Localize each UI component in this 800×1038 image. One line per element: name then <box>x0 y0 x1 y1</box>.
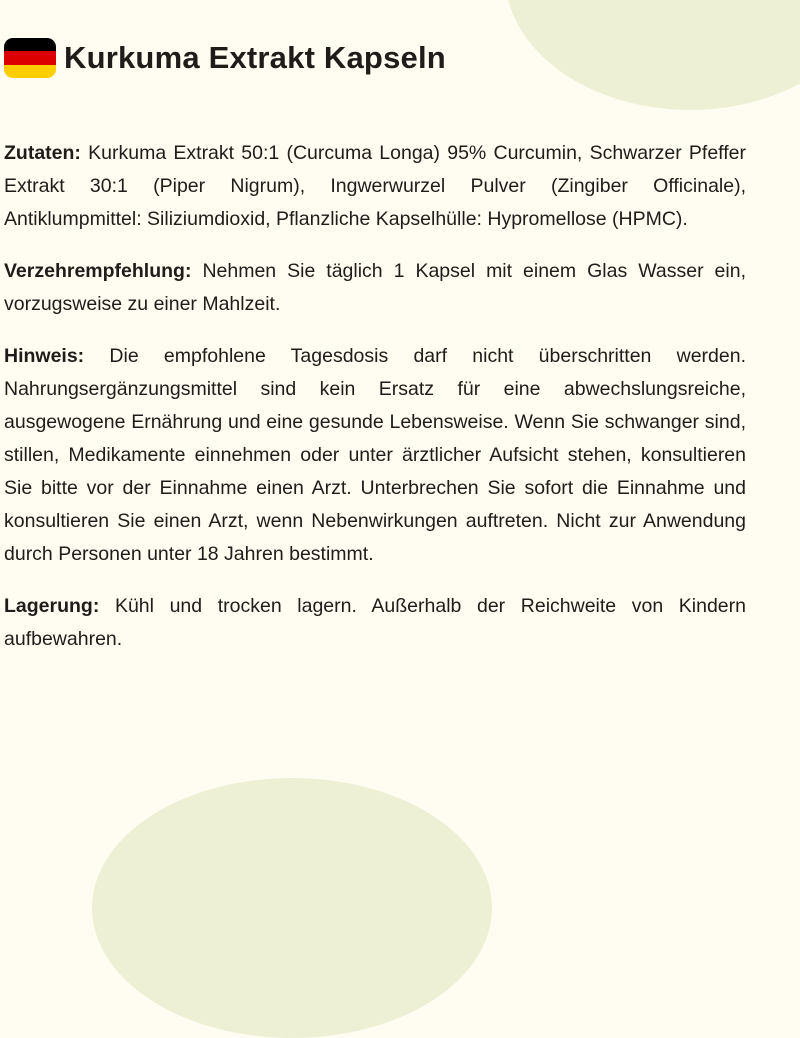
flag-stripe-black <box>4 38 56 51</box>
ingredients-text: Kurkuma Extrakt 50:1 (Curcuma Longa) 95% Curcumin, Schwarzer Pfeffer Extrakt 30:1 (Piper Nigrum), Ingwerwurzel Pulver (Zingiber Officinale), Antiklumpmittel: Siliziumdioxid, Pflanzliche Kapselhülle: Hypromellose (HPMC). <box>4 142 747 230</box>
notice-text: Die empfohlene Tagesdosis darf nicht überschritten werden. Nahrungsergänzungsmittel sind kein Ersatz für eine abwechslungsreiche, ausgewogene Ernährung und eine gesunde Lebensweise. Wenn Sie schwanger sind, stillen, Medikamente einnehmen oder unter ärztlicher Aufsicht stehen, konsultieren Sie bitte vor der Einnahme einen Arzt. Unterbrechen Sie sofort die Einnahme und konsultieren Sie einen Arzt, wenn Nebenwirkungen auftreten. Nicht zur Anwendung durch Personen unter 18 Jahren bestimmt. <box>4 345 746 565</box>
page-title: Kurkuma Extrakt Kapseln <box>64 40 446 75</box>
recommendation-section <box>4 255 746 321</box>
recommendation-text: Nehmen Sie täglich 1 Kapsel mit einem Glas Wasser ein, vorzugsweise zu einer Mahlzeit. <box>4 260 746 315</box>
storage-section <box>4 590 746 656</box>
storage-label: Lagerung: <box>4 595 100 617</box>
notice-label: Hinweis: <box>4 345 85 367</box>
ingredients-label: Zutaten: <box>4 142 81 164</box>
ingredients-section <box>4 137 746 236</box>
recommendation-label: Verzehrempfehlung: <box>4 260 192 282</box>
notice-section <box>4 340 746 571</box>
flag-stripe-red <box>4 51 56 64</box>
decorative-circle-top <box>505 0 800 110</box>
storage-text: Kühl und trocken lagern. Außerhalb der Reichweite von Kindern aufbewahren. <box>4 595 746 650</box>
decorative-circle-bottom <box>92 778 492 1038</box>
product-header <box>4 38 446 78</box>
germany-flag-icon <box>4 38 56 78</box>
product-info <box>4 137 746 675</box>
flag-stripe-gold <box>4 65 56 78</box>
